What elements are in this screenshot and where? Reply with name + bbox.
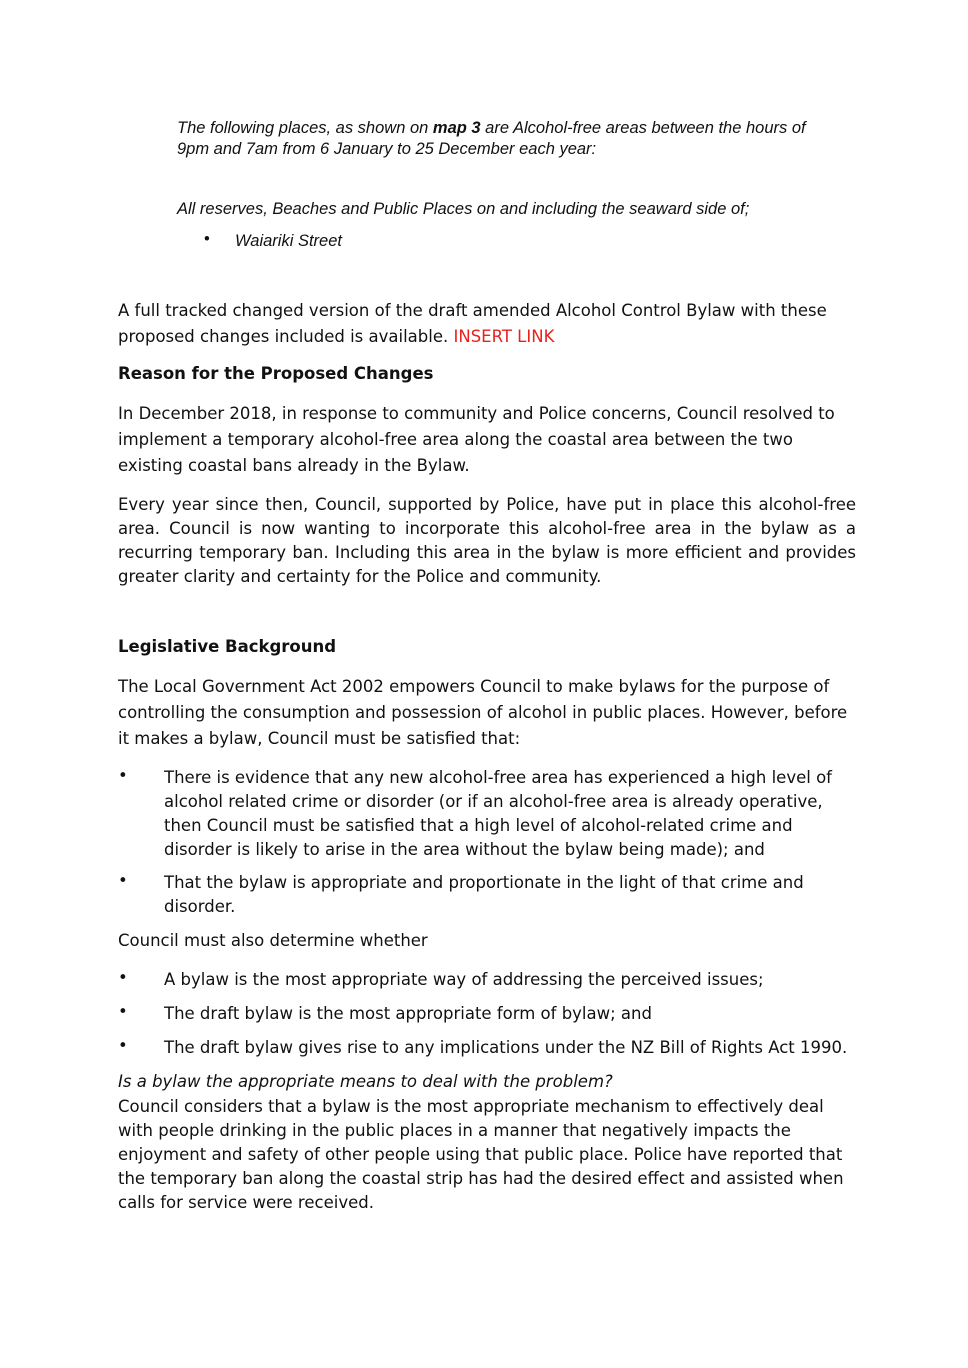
legislative-heading: Legislative Background bbox=[118, 637, 337, 656]
bullet-marker: • bbox=[118, 968, 128, 987]
insert-link[interactable]: INSERT LINK bbox=[453, 327, 555, 346]
intro-line-1 bbox=[177, 118, 867, 139]
question-heading: Is a bylaw the appropriate means to deal with the problem? bbox=[118, 1072, 613, 1091]
intro-text-pre: The following places, as shown on bbox=[177, 119, 433, 137]
reserves-line: All reserves, Beaches and Public Places on and including the seaward side of; bbox=[177, 200, 750, 218]
list-item-text: The draft bylaw gives rise to any implications under the NZ Bill of Rights Act 1990. bbox=[164, 1038, 848, 1057]
legislative-paragraph-1: The Local Government Act 2002 empowers Council to make bylaws for the purpose of controlling the consumption and possession of alcohol in public places. However, before it makes a bylaw, Council must be satisfied that: bbox=[118, 677, 848, 748]
intro-paragraph bbox=[177, 118, 867, 160]
bullet-marker: • bbox=[118, 1002, 128, 1021]
question-paragraph: Council considers that a bylaw is the most appropriate mechanism to effectively deal with people drinking in the public places in a manner that negatively impacts the enjoyment and safety of other people using that public place. Police have reported that the temporary ban along the coastal strip has had the desired effect and assisted when calls for service were received. bbox=[118, 1097, 844, 1212]
reason-paragraph-2: Every year since then, Council, supported by Police, have put in place this alcohol-free area. Council is now wanting to incorporate this alcohol-free area in the bylaw as a recurring temporary ban. Including this area in the bylaw is more efficient and provides greater clarity and certainty for the Police and community. bbox=[118, 495, 856, 586]
bullet-marker: • bbox=[118, 1036, 128, 1055]
list-item-text: The draft bylaw is the most appropriate form of bylaw; and bbox=[164, 1004, 652, 1023]
legislative-paragraph-2: Council must also determine whether bbox=[118, 931, 428, 950]
reason-paragraph-1: In December 2018, in response to community and Police concerns, Council resolved to implement a temporary alcohol-free area along the coastal area between the two existing coastal bans already in the Bylaw. bbox=[118, 404, 835, 475]
list-item-text: That the bylaw is appropriate and proportionate in the light of that crime and disorder. bbox=[164, 873, 804, 916]
list-item-text: A bylaw is the most appropriate way of addressing the perceived issues; bbox=[164, 970, 764, 989]
map-reference: map 3 bbox=[432, 119, 481, 137]
intro-text-post: are Alcohol-free areas between the hours of bbox=[480, 119, 806, 137]
reason-heading: Reason for the Proposed Changes bbox=[118, 364, 434, 383]
bullet-marker: • bbox=[118, 871, 128, 890]
tracked-text: A full tracked changed version of the draft amended Alcohol Control Bylaw with these proposed changes included is available. bbox=[118, 301, 827, 346]
intro-line-2: 9pm and 7am from 6 January to 25 December each year: bbox=[177, 140, 597, 158]
street-item: Waiariki Street bbox=[235, 232, 342, 250]
street-bullet: • bbox=[204, 230, 210, 248]
list-item-text: There is evidence that any new alcohol-free area has experienced a high level of alcohol related crime or disorder (or if an alcohol-free area is already operative, then Council must be satisfied that a high level of alcohol-related crime and disorder is likely to arise in the area without the bylaw being made); and bbox=[164, 768, 832, 859]
tracked-paragraph bbox=[118, 298, 856, 350]
bullet-marker: • bbox=[118, 766, 128, 785]
